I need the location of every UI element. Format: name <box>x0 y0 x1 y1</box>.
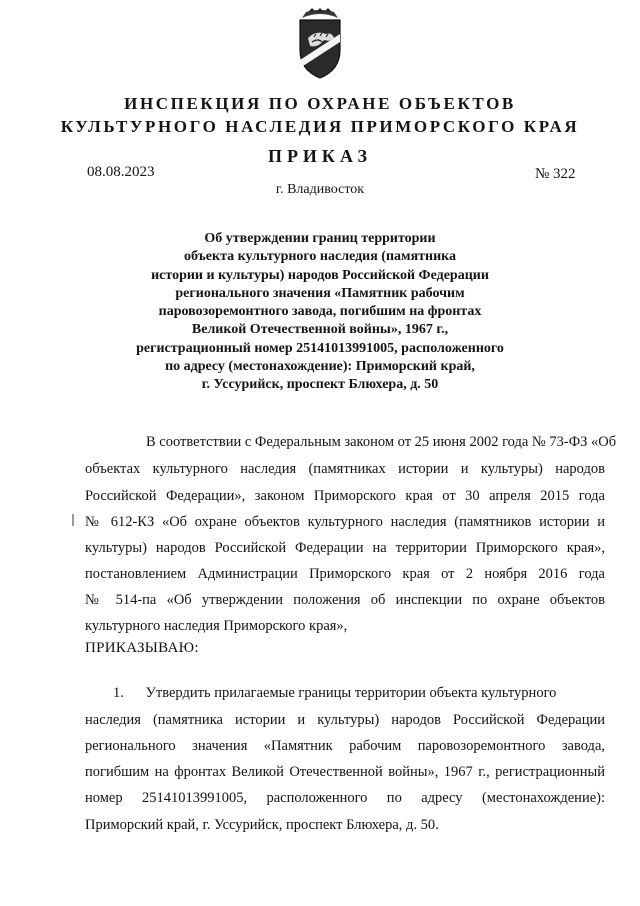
document-subject <box>120 230 520 395</box>
organization-name-line-2: КУЛЬТУРНОГО НАСЛЕДИЯ ПРИМОРСКОГО КРАЯ <box>60 117 580 136</box>
subject-line: Великой Отечественной войны», 1967 г., <box>191 322 449 338</box>
subject-line: объекта культурного наследия (памятника <box>183 249 457 265</box>
item-line: Приморский край, г. Уссурийск, проспект Блюхера, д. 50. <box>85 817 439 833</box>
document-city: г. Владивосток <box>275 182 365 197</box>
subject-line: Об утверждении границ территории <box>204 231 436 246</box>
preamble-line: В соответствии с Федеральным законом от 25 июня 2002 года № 73-ФЗ «Об <box>146 434 617 450</box>
order-directive: ПРИКАЗЫВАЮ: <box>85 640 199 656</box>
preamble-line: Российской Федерации», законом Приморского края от 30 апреля 2015 года <box>85 488 605 504</box>
preamble-line: культурного наследия Приморского края», <box>85 618 348 634</box>
item-line: наследия (памятника истории и культуры) народов Российской Федерации <box>85 712 605 728</box>
item-line: 1. Утвердить прилагаемые границы территории объекта культурного <box>113 685 557 701</box>
item-line: погибшим на фронтах Великой Отечественной войны», 1967 г., регистрационный <box>85 764 605 780</box>
subject-line: регистрационный номер 25141013991005, расположенного <box>136 340 504 356</box>
subject-line: г. Уссурийск, проспект Блюхера, д. 50 <box>201 377 439 393</box>
document-date: 08.08.2023 <box>87 164 155 180</box>
preamble-line: объектах культурного наследия (памятниках истории и культуры) народов <box>85 461 605 477</box>
organization-name-line-1: ИНСПЕКЦИЯ ПО ОХРАНЕ ОБЪЕКТОВ <box>124 94 516 113</box>
document-type: ПРИКАЗ <box>267 146 373 166</box>
margin-mark <box>72 514 74 526</box>
subject-line: регионального значения «Памятник рабочим <box>175 285 465 301</box>
preamble-line: № 514-па «Об утверждении положения об инспекции по охране объектов <box>85 592 605 608</box>
document-number: № 322 <box>535 166 576 182</box>
preamble-line: культуры) народов Российской Федерации на территории Приморского края», <box>85 540 605 556</box>
preamble-line: № 612-КЗ «Об охране объектов культурного наследия (памятников истории и <box>85 514 605 530</box>
subject-line: по адресу (местонахождение): Приморский край, <box>165 359 475 375</box>
subject-line: паровозоремонтного завода, погибшим на фронтах <box>158 304 482 320</box>
subject-line: истории и культуры) народов Российской Федерации <box>151 267 489 283</box>
coat-of-arms-icon <box>294 8 346 80</box>
preamble-line: постановлением Администрации Приморского края от 2 ноября 2016 года <box>85 566 605 582</box>
item-line: регионального значения «Памятник рабочим паровозоремонтного завода, <box>85 738 605 754</box>
item-line: номер 25141013991005, расположенного по адресу (местонахождение): <box>85 790 605 806</box>
